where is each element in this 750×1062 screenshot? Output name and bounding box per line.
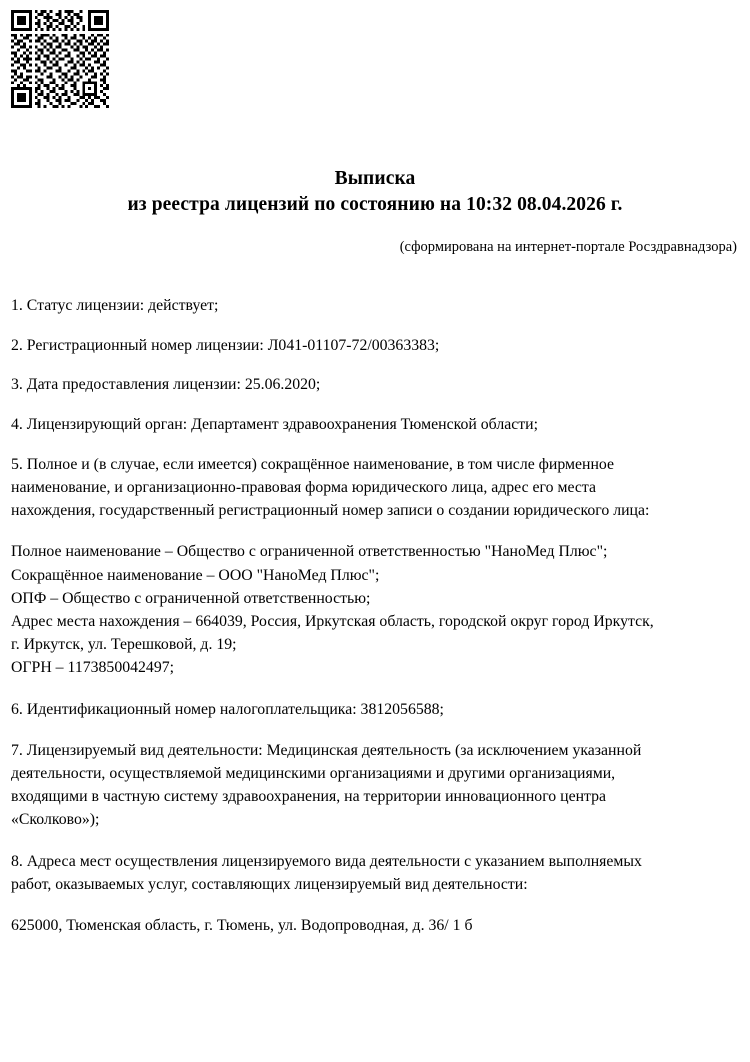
item-7-line-3: входящими в частную систему здравоохранения, на территории инновационного центра (11, 788, 607, 806)
item-3-issue-date: 3. Дата предоставления лицензии: 25.06.2020; (11, 376, 321, 394)
title-line-1: Выписка (334, 168, 416, 189)
item-2-registration-number: 2. Регистрационный номер лицензии: Л041-01107-72/00363383; (11, 336, 440, 354)
item-6-inn: 6. Идентификационный номер налогоплательщика: 3812056588; (11, 700, 444, 718)
item-8-activity-addresses-heading (11, 850, 739, 896)
item-5-line-1: 5. Полное и (в случае, если имеется) сокращённое наименование, в том числе фирменное (11, 455, 615, 473)
item-7-line-2: деятельности, осуществляемой медицинскими организациями и другими организациями, (11, 765, 616, 783)
entity-ogrn: ОГРН – 1173850042497; (11, 659, 175, 677)
item-8-line-2: работ, оказываемых услуг, составляющих лицензируемый вид деятельности: (11, 875, 528, 893)
title-line-2: из реестра лицензий по состоянию на 10:32 08.04.2026 г. (127, 194, 623, 215)
item-5-entity-heading (11, 453, 739, 523)
entity-address-line-1: Адрес места нахождения – 664039, Россия, Иркутская область, городской округ город Иркутск, (11, 613, 654, 631)
entity-address-line-2: г. Иркутск, ул. Терешковой, д. 19; (11, 636, 237, 654)
entity-full-name: Полное наименование – Общество с ограниченной ответственностью "НаноМед Плюс"; (11, 543, 608, 561)
item-5-line-3: нахождения, государственный регистрационный номер записи о создании юридического лица: (11, 502, 650, 520)
document-subtitle: (сформирована на интернет-портале Росздравнадзора) (399, 239, 737, 255)
document-title (0, 166, 750, 218)
item-7-line-4: «Сколково»); (11, 811, 100, 829)
entity-details-block (11, 540, 739, 679)
item-8-line-1: 8. Адреса мест осуществления лицензируемого вида деятельности с указанием выполняемых (11, 852, 642, 870)
item-7-licensed-activity (11, 739, 739, 832)
entity-legal-form: ОПФ – Общество с ограниченной ответственностью; (11, 589, 371, 607)
item-5-line-2: наименование, и организационно-правовая форма юридического лица, адрес его места (11, 479, 597, 497)
activity-address: 625000, Тюменская область, г. Тюмень, ул. Водопроводная, д. 36/ 1 б (11, 917, 473, 935)
item-1-status: 1. Статус лицензии: действует; (11, 297, 219, 314)
qr-code-icon (11, 10, 109, 108)
document-body (11, 294, 739, 937)
item-7-line-1: 7. Лицензируемый вид деятельности: Медицинская деятельность (за исключением указанной (11, 741, 642, 759)
item-4-licensing-authority: 4. Лицензирующий орган: Департамент здравоохранения Тюменской области; (11, 416, 538, 434)
entity-short-name: Сокращённое наименование – ООО "НаноМед Плюс"; (11, 566, 380, 584)
